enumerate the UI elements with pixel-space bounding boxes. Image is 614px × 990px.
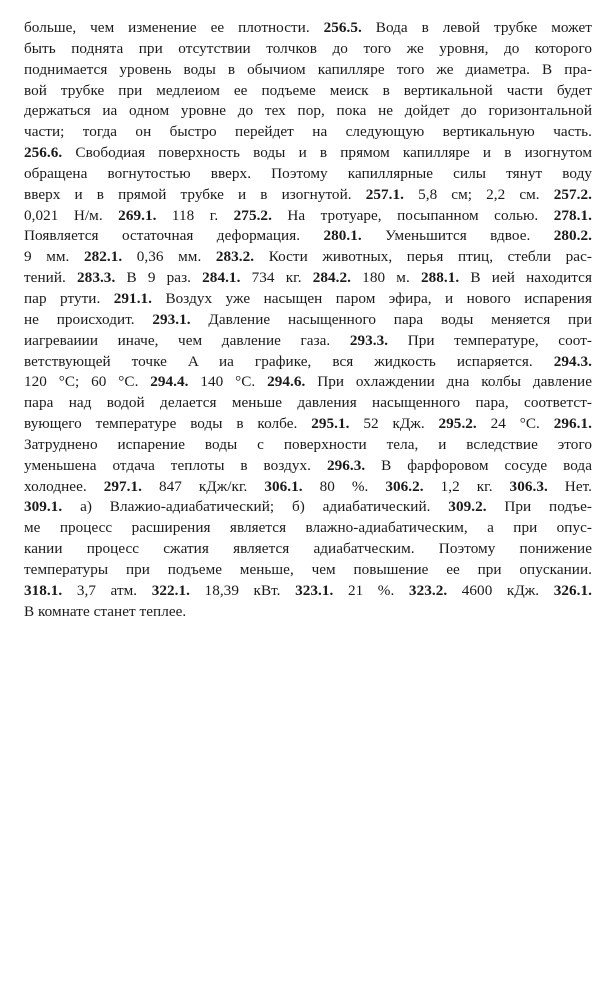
text-line: 120 °С; 60 °С. 294.4. 140 °С. 294.6. При охлаждении дна колбы давление: [24, 373, 592, 391]
text-line: вой трубке при медлеиом ее подъеме меиск в вертикальной части будет: [24, 81, 592, 99]
text-line: холоднее. 297.1. 847 кДж/кг. 306.1. 80 %. 306.2. 1,2 кг. 306.3. Нет.: [24, 477, 592, 495]
text-line: вующего температуре воды в колбе. 295.1. 52 кДж. 295.2. 24 °С. 296.1.: [24, 415, 592, 433]
text-line: 9 мм. 282.1. 0,36 мм. 283.2. Кости животных, перья птиц, стебли рас-: [24, 248, 592, 266]
text-line: 256.6. Свободиая поверхность воды и в прямом капилляре и в изогнутом: [24, 144, 592, 162]
text-line: температуры при подъеме меньше, чем повышение ее при опускании.: [24, 560, 592, 578]
text-line: не происходит. 293.1. Давление насыщенного пара воды меняется при: [24, 310, 592, 328]
text-line: пара над водой делается меньше давления насыщенного пара, соответст-: [24, 394, 592, 412]
text-line: быть поднята при отсутствии толчков до того же уровня, до которого: [24, 39, 592, 57]
text-line: больше, чем изменение ее плотности. 256.5. Вода в левой трубке может: [24, 19, 592, 36]
text-line: ме процесс расширения является влажно-адиабатическим, а при опус-: [24, 519, 592, 537]
text-line: В комнате станет теплее.: [24, 602, 187, 620]
text-line: обращена вогнутостью вверх. Поэтому капиллярные силы тянут воду: [24, 164, 592, 182]
text-line: пар ртути. 291.1. Воздух уже насыщен паром эфира, и нового испарения: [24, 289, 592, 307]
text-line: 0,021 Н/м. 269.1. 118 г. 275.2. На тротуаре, посыпанном солью. 278.1.: [24, 206, 592, 224]
answers-text-block: [24, 18, 592, 622]
text-line: ветствующей точке A иа графике, вся жидкость испаряется. 294.3.: [24, 352, 592, 370]
text-line: вверх и в прямой трубке и в изогнутой. 257.1. 5,8 см; 2,2 см. 257.2.: [24, 185, 592, 203]
text-line: Появляется остаточная деформация. 280.1. Уменьшится вдвое. 280.2.: [24, 227, 592, 245]
text-line: 318.1. 3,7 атм. 322.1. 18,39 кВт. 323.1. 21 %. 323.2. 4600 кДж. 326.1.: [24, 581, 592, 599]
text-line: тений. 283.3. В 9 раз. 284.1. 734 кг. 284.2. 180 м. 288.1. В ией находится: [24, 269, 592, 287]
text-line: иагреваиии иначе, чем давление газа. 293.3. При температуре, соот-: [24, 331, 592, 349]
text-line: кании процесс сжатия является адиабатческим. Поэтому понижение: [24, 540, 592, 558]
text-line: держаться иа одном уровне до тех пор, пока не дойдет до горизонтальной: [24, 102, 592, 120]
text-line: уменьшена отдача теплоты в воздух. 296.3. В фарфоровом сосуде вода: [24, 456, 592, 474]
text-line: 309.1. а) Влажио-адиабатический; б) адиабатический. 309.2. При подъе-: [24, 498, 592, 516]
text-line: поднимается уровень воды в обычиом капилляре того же диаметра. В пра-: [24, 60, 592, 78]
text-line: Затруднено испарение воды с поверхности тела, и вследствие этого: [24, 435, 592, 453]
text-line: части; тогда он быстро перейдет на следующую вертикальную часть.: [24, 123, 592, 141]
answers-page: [24, 18, 592, 978]
